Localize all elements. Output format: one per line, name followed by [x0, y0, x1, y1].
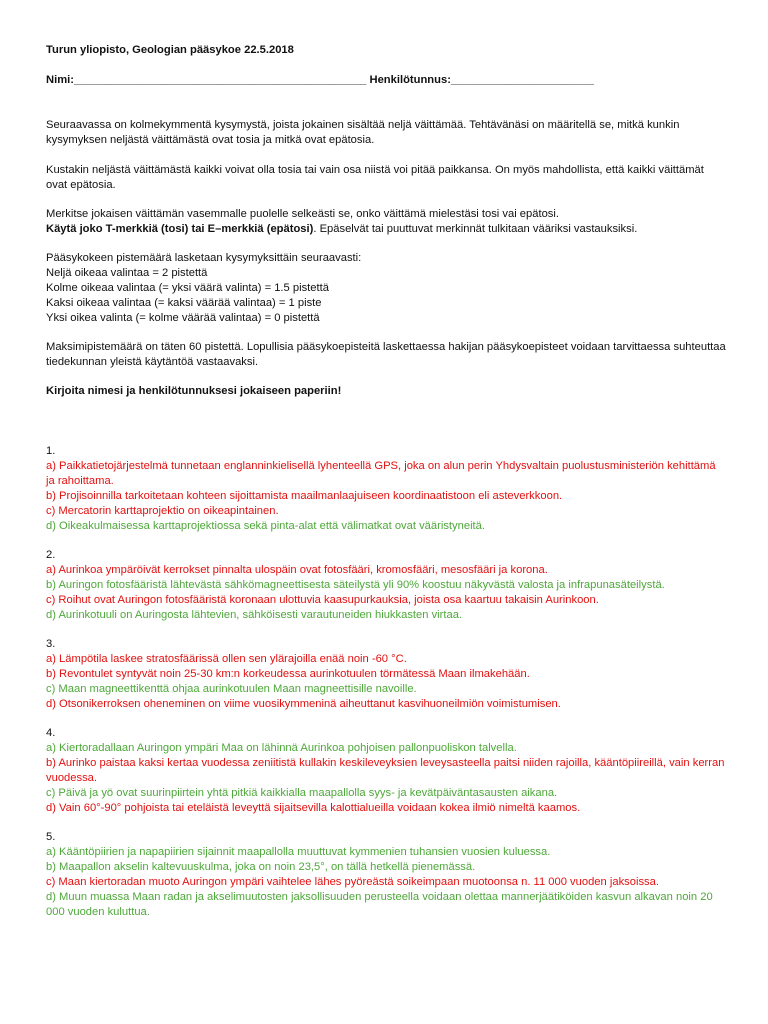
name-instruction: Kirjoita nimesi ja henkilötunnuksesi jokaiseen paperiin! — [46, 385, 342, 397]
marking-bold: Käytä joko T-merkkiä (tosi) tai E–merkkiä (epätosi) — [46, 223, 314, 235]
scoring-line: Neljä oikeaa valintaa = 2 pistettä — [46, 267, 208, 279]
exam-title: Turun yliopisto, Geologian pääsykoe 22.5.2018 — [46, 44, 294, 56]
statement: d) Vain 60°-90° pohjoista tai eteläistä leveyttä sijaitsevilla kalottialueilla voidaan kokea ilmiö nimeltä kaamos. — [46, 802, 581, 814]
statement: c) Päivä ja yö ovat suurinpiirtein yhtä pitkiä kaikkialla maapallolla syys- ja kevätpäiväntasausten aikana. — [46, 787, 558, 799]
marking-instructions — [46, 207, 726, 237]
statement: d) Otsonikerroksen oheneminen on viime vuosikymmeninä aiheuttanut kasvihuoneilmiön voimistumisen. — [46, 698, 561, 710]
statement: c) Roihut ovat Auringon fotosfääristä koronaan ulottuvia kaasupurkauksia, joista osa kaartuu takaisin Aurinkoon. — [46, 594, 599, 606]
question-1 — [46, 444, 726, 534]
question-number: 1. — [46, 445, 56, 457]
statement: d) Muun muassa Maan radan ja akselimuutosten jaksollisuuden perusteella voidaan olettaa mannerjäätiköiden kasvun alkavan noin 20 000 vuoden kuluttua. — [46, 891, 713, 918]
scoring-line: Kolme oikeaa valintaa (= yksi väärä valinta) = 1.5 pistettä — [46, 282, 329, 294]
scoring-section — [46, 251, 726, 326]
statement: c) Maan kiertoradan muoto Auringon ympäri vaihtelee lähes pyöreästä soikeimpaan muotoonsa n. 11 000 vuoden jaksoissa. — [46, 876, 659, 888]
question-number: 3. — [46, 638, 56, 650]
question-4 — [46, 726, 726, 816]
intro-paragraph-2: Kustakin neljästä väittämästä kaikki voivat olla tosia tai vain osa niistä voi pitää paikkansa. On myös mahdollista, että kaikki väittämät ovat epätosia. — [46, 164, 704, 191]
statement: c) Mercatorin karttaprojektio on oikeapintainen. — [46, 505, 279, 517]
statement: b) Auringon fotosfääristä lähtevästä sähkömagneettisesta säteilystä yli 90% koostuu näkyvästä valosta ja infrapunasäteilystä. — [46, 579, 665, 591]
statement: b) Revontulet syntyvät noin 25-30 km:n korkeudessa aurinkotuulen törmätessä Maan ilmakehään. — [46, 668, 530, 680]
statement: a) Paikkatietojärjestelmä tunnetaan englanninkielisellä lyhenteellä GPS, joka on alun perin Yhdysvaltain puolustusministeriön kehittämä ja rahoittama. — [46, 460, 716, 487]
statement: c) Maan magneettikenttä ohjaa aurinkotuulen Maan magneettisille navoille. — [46, 683, 417, 695]
marking-line-2 — [46, 222, 726, 237]
statement: d) Oikeakulmaisessa karttaprojektiossa sekä pinta-alat että välimatkat ovat vääristyneitä. — [46, 520, 486, 532]
question-number: 2. — [46, 549, 56, 561]
statement: a) Aurinkoa ympäröivät kerrokset pinnalta ulospäin ovat fotosfääri, kromosfääri, mesosfääri ja korona. — [46, 564, 548, 576]
max-points-paragraph: Maksimipistemäärä on täten 60 pistettä. Lopullisia pääsykoepisteitä laskettaessa hakijan pääsykoepisteet voidaan tarvittaessa suhteuttaa tiedekunnan yleistä käytäntöä vastaavaksi. — [46, 341, 726, 368]
intro-paragraph-1: Seuraavassa on kolmekymmentä kysymystä, joista jokainen sisältää neljä väittämää. Tehtävänäsi on määritellä se, mitkä kunkin kysymyksen neljästä väittämästä ovat tosia ja mitkä ovat epätosia. — [46, 119, 680, 146]
scoring-line: Yksi oikea valinta (= kolme väärää valintaa) = 0 pistettä — [46, 312, 320, 324]
statement: b) Projisoinnilla tarkoitetaan kohteen sijoittamista maailmanlaajuiseen koordinaatistoon eli asteverkkoon. — [46, 490, 563, 502]
question-number: 5. — [46, 831, 56, 843]
question-2 — [46, 548, 726, 623]
statement: a) Kiertoradallaan Auringon ympäri Maa on lähinnä Aurinkoa pohjoisen pallonpuoliskon talvella. — [46, 742, 517, 754]
statement: b) Maapallon akselin kaltevuuskulma, joka on noin 23,5°, on tällä hetkellä pienemässä. — [46, 861, 476, 873]
question-5 — [46, 830, 726, 920]
statement: a) Kääntöpiirien ja napapiirien sijainnit maapallolla muuttuvat kymmenien tuhansien vuosien kuluessa. — [46, 846, 551, 858]
statement: b) Aurinko paistaa kaksi kertaa vuodessa zeniitistä kullakin keskileveyksien leveysasteella paitsi niiden rajoilla, kääntöpiireillä, vain kerran vuodessa. — [46, 757, 725, 784]
name-id-line: Nimi:_______________________________________________ Henkilötunnus:_______________________ — [46, 74, 595, 86]
scoring-line: Kaksi oikeaa valintaa (= kaksi väärää valintaa) = 1 piste — [46, 297, 322, 309]
statement: a) Lämpötila laskee stratosfäärissä ollen sen ylärajoilla enää noin -60 °C. — [46, 653, 407, 665]
question-number: 4. — [46, 727, 56, 739]
marking-line-1: Merkitse jokaisen väittämän vasemmalle puolelle selkeästi se, onko väittämä mielestäsi tosi vai epätosi. — [46, 208, 559, 220]
question-3 — [46, 637, 726, 712]
scoring-title: Pääsykokeen pistemäärä lasketaan kysymyksittäin seuraavasti: — [46, 252, 362, 264]
marking-rest: . Epäselvät tai puuttuvat merkinnät tulkitaan vääriksi vastauksiksi. — [313, 223, 638, 235]
statement: d) Aurinkotuuli on Auringosta lähtevien, sähköisesti varautuneiden hiukkasten virtaa. — [46, 609, 463, 621]
